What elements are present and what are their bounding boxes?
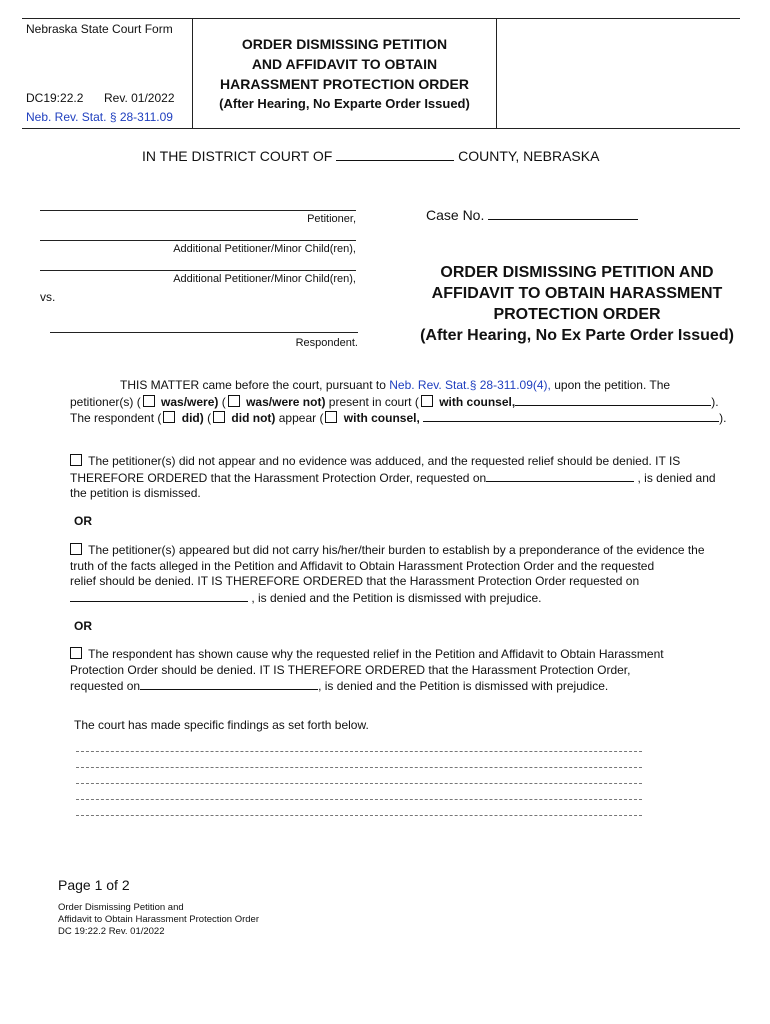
court-prefix: IN THE DISTRICT COURT OF	[142, 148, 333, 164]
matter-line2	[70, 394, 719, 411]
matter-line1	[120, 378, 670, 394]
court-line	[142, 148, 599, 164]
header-title-line4: (After Hearing, No Exparte Order Issued)	[219, 96, 470, 111]
with-counsel-label-2: with counsel,	[343, 411, 420, 425]
open-paren: (	[221, 395, 226, 409]
option1-date-field[interactable]	[486, 470, 634, 482]
did-checkbox[interactable]	[163, 411, 175, 423]
option1-checkbox[interactable]	[70, 454, 82, 466]
option1-block	[70, 454, 740, 502]
form-revision: Rev. 01/2022	[104, 91, 175, 105]
findings-label: The court has made specific findings as set forth below.	[74, 718, 369, 732]
county-field[interactable]	[336, 149, 454, 161]
case-no-label: Case No.	[426, 207, 485, 223]
was-were-not-label: was/were not)	[246, 395, 326, 409]
order-title-line1: ORDER DISMISSING PETITION AND	[440, 264, 714, 281]
option1-line1: The petitioner(s) did not appear and no evidence was adduced, and the requested relief should be denied. IT IS	[88, 454, 681, 468]
additional-petitioner2-field[interactable]	[40, 270, 356, 271]
findings-line-1[interactable]	[76, 751, 642, 752]
header-title-line3: HARASSMENT PROTECTION ORDER	[220, 76, 469, 92]
statute-link[interactable]: Neb. Rev. Stat. § 28-311.09	[26, 110, 173, 124]
matter-text-b: upon the petition. The	[554, 378, 671, 392]
option3-line2: Protection Order should be denied. IT IS THEREFORE ORDERED that the Harassment Protection Order,	[70, 662, 631, 677]
footer-text	[58, 902, 259, 938]
present-in-court-text: present in court (	[328, 395, 419, 409]
appear-text: appear (	[278, 411, 324, 425]
findings-line-4[interactable]	[76, 799, 642, 800]
option1-line2-end: , is denied and	[637, 470, 716, 485]
open-paren-2: (	[207, 411, 212, 425]
order-title-line2: AFFIDAVIT TO OBTAIN HARASSMENT	[431, 285, 723, 302]
footer-line2: Affidavit to Obtain Harassment Protection Order	[58, 914, 259, 925]
was-were-checkbox[interactable]	[143, 395, 155, 407]
respondent-counsel-checkbox[interactable]	[325, 411, 337, 423]
vs-label: vs.	[40, 290, 56, 304]
order-title-line4: (After Hearing, No Ex Parte Order Issued)	[420, 327, 734, 344]
statute-reference-link[interactable]: Neb. Rev. Stat.§ 28-311.09(4),	[389, 378, 551, 392]
page-number: Page 1 of 2	[58, 877, 130, 893]
respondent-label: Respondent.	[295, 337, 358, 349]
order-title-line3: PROTECTION ORDER	[493, 306, 661, 323]
petitioner-name-field[interactable]	[40, 210, 356, 211]
option3-line1: The respondent has shown cause why the requested relief in the Petition and Affidavit to Obtain Harassment	[88, 647, 664, 661]
option3-line3: requested on	[70, 679, 141, 693]
court-suffix: COUNTY, NEBRASKA	[458, 148, 600, 164]
findings-line-5[interactable]	[76, 815, 642, 816]
petitioner-counsel-field[interactable]	[515, 394, 711, 406]
header-title	[193, 34, 496, 114]
petitioner-label: Petitioner,	[307, 213, 356, 225]
option2-date-field[interactable]	[70, 590, 248, 602]
close-paren-2: ).	[719, 411, 727, 425]
matter-line3	[70, 410, 727, 427]
was-were-label: was/were)	[161, 395, 219, 409]
option1-line3: the petition is dismissed.	[70, 486, 201, 500]
respondent-presence-prefix: The respondent (	[70, 411, 162, 425]
additional-petitioner2-label: Additional Petitioner/Minor Child(ren),	[173, 273, 356, 285]
respondent-counsel-field[interactable]	[423, 410, 719, 422]
option3-checkbox[interactable]	[70, 647, 82, 659]
findings-line-3[interactable]	[76, 783, 642, 784]
option2-line2: truth of the facts alleged in the Petition and Affidavit to Obtain Harassment Protection Order and the requested	[70, 558, 655, 573]
header-title-line2: AND AFFIDAVIT TO OBTAIN	[251, 56, 438, 72]
option2-line1: The petitioner(s) appeared but did not carry his/her/their burden to establish by a preponderance of the evidence the	[88, 543, 705, 557]
or-separator-1: OR	[74, 514, 92, 528]
additional-petitioner1-field[interactable]	[40, 240, 356, 241]
option2-checkbox[interactable]	[70, 543, 82, 555]
footer-line1: Order Dismissing Petition and	[58, 902, 184, 913]
did-not-label: did not)	[231, 411, 276, 425]
additional-petitioner1-label: Additional Petitioner/Minor Child(ren),	[173, 243, 356, 255]
petitioner-counsel-checkbox[interactable]	[421, 395, 433, 407]
option3-block	[70, 647, 740, 695]
or-separator-2: OR	[74, 619, 92, 633]
option2-line4: , is denied and the Petition is dismissed with prejudice.	[251, 590, 542, 605]
matter-text-a: THIS MATTER came before the court, pursuant to	[120, 378, 386, 392]
petitioner-presence-prefix: petitioner(s) (	[70, 395, 141, 409]
header-divider-right	[496, 18, 497, 128]
state-form-label: Nebraska State Court Form	[26, 22, 173, 36]
was-were-not-checkbox[interactable]	[228, 395, 240, 407]
option3-date-field[interactable]	[140, 678, 318, 690]
respondent-name-field[interactable]	[50, 332, 358, 333]
form-number: DC19:22.2	[26, 91, 84, 105]
case-number-field[interactable]	[488, 208, 638, 220]
footer-line3: DC 19:22.2 Rev. 01/2022	[58, 926, 165, 937]
option2-block	[70, 543, 740, 606]
order-title	[396, 262, 758, 346]
did-label: did)	[181, 411, 204, 425]
header-bottom-rule	[22, 128, 740, 129]
header-top-rule	[22, 18, 740, 19]
did-not-checkbox[interactable]	[213, 411, 225, 423]
case-number-row	[426, 207, 638, 223]
header-title-line1: ORDER DISMISSING PETITION	[241, 36, 448, 52]
close-paren: ).	[711, 395, 719, 409]
option3-line3-end: , is denied and the Petition is dismissed with prejudice.	[318, 679, 609, 693]
option1-line2: THEREFORE ORDERED that the Harassment Protection Order, requested on	[70, 470, 487, 485]
with-counsel-label: with counsel,	[439, 395, 516, 409]
findings-line-2[interactable]	[76, 767, 642, 768]
option2-line3: relief should be denied. IT IS THEREFORE ORDERED that the Harassment Protection Order requested on	[70, 574, 640, 588]
